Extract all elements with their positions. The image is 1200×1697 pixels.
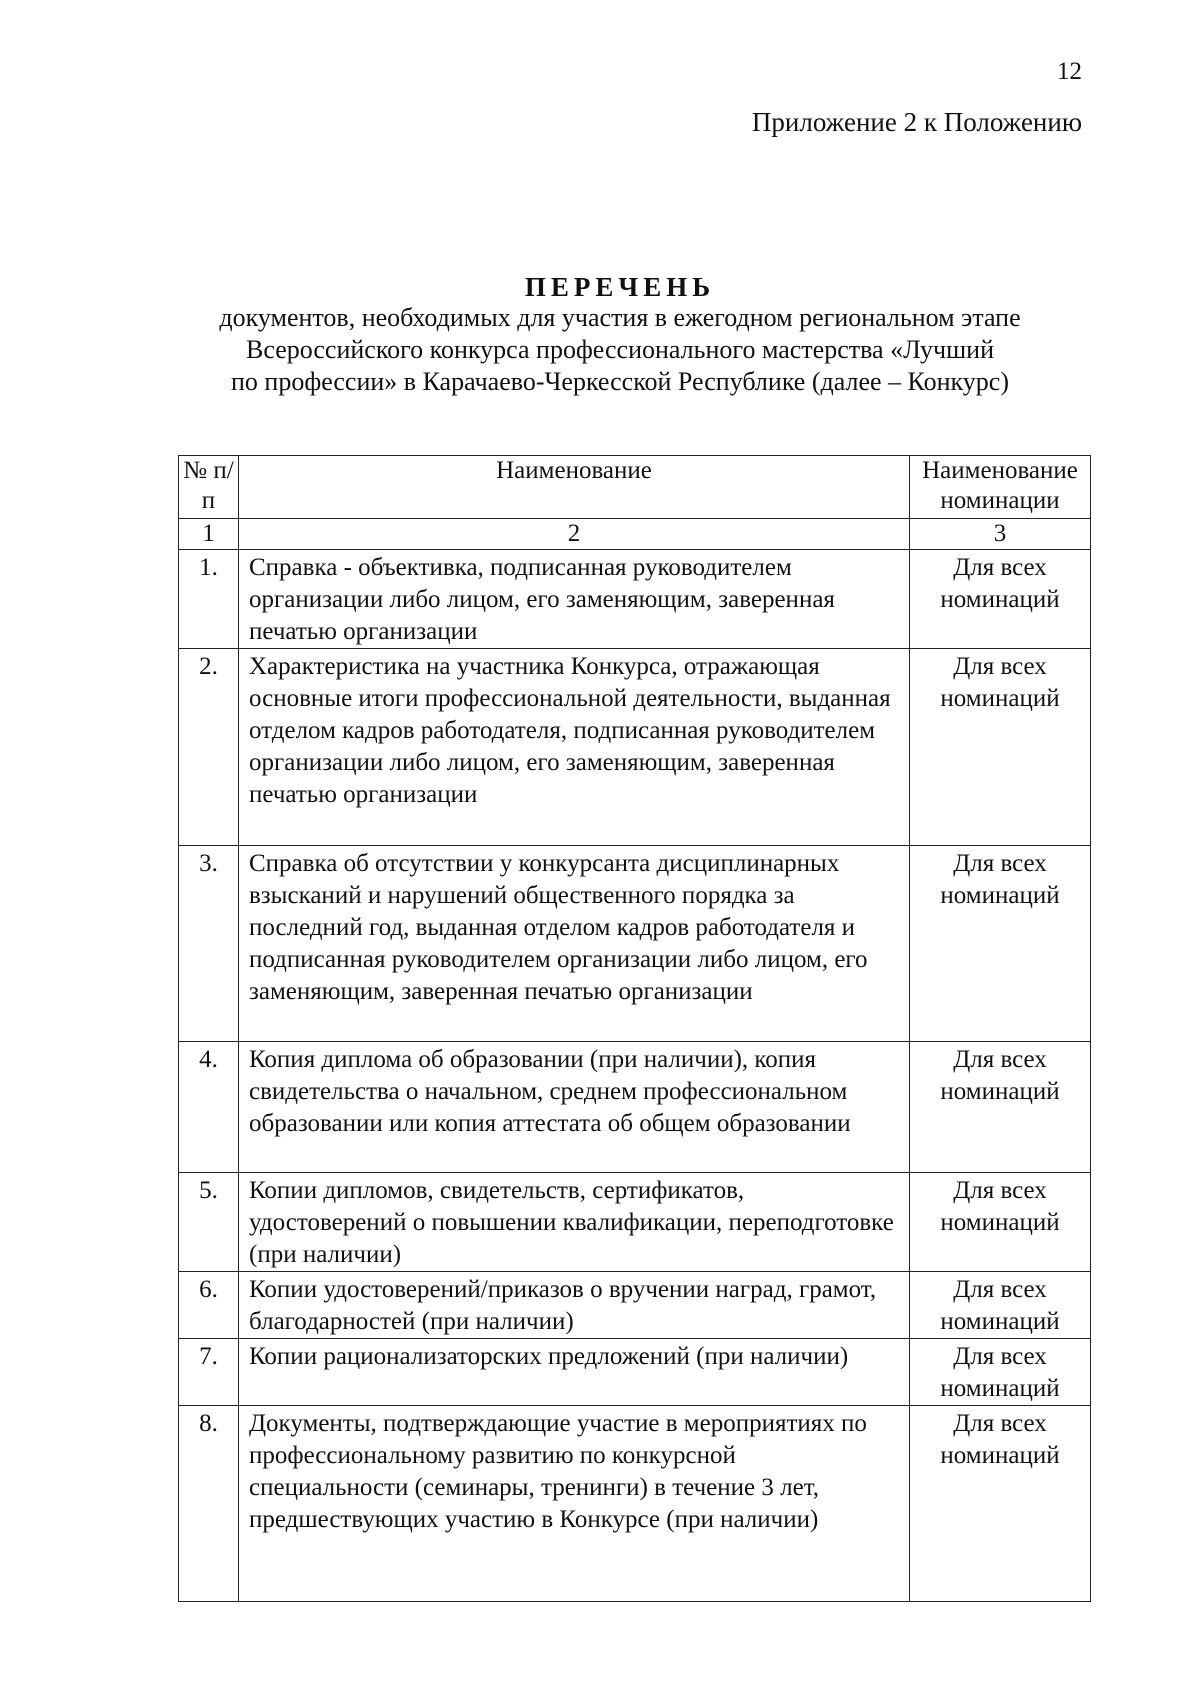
nomination-line: номинаций [940, 1308, 1060, 1335]
row-number: 1. [179, 550, 239, 649]
nomination-line: Для всех [953, 1276, 1047, 1303]
header-name: Наименование [239, 456, 910, 519]
column-number: 2 [239, 519, 910, 550]
nomination-line: номинаций [940, 882, 1060, 909]
documents-table [178, 455, 1091, 1602]
nomination-line: номинаций [940, 586, 1060, 613]
document-name: Характеристика на участника Конкурса, отражающая основные итоги профессиональной деятельности, выданная отделом кадров работодателя, подписанная руководителем организации либо лицом, его заменяющим, заверенная печатью организации [239, 649, 910, 846]
nomination [910, 649, 1091, 846]
table-row [179, 846, 1091, 1042]
document-name: Копии дипломов, свидетельств, сертификатов, удостоверений о повышении квалификации, переподготовке (при наличии) [239, 1173, 910, 1272]
table-row [179, 649, 1091, 846]
nomination [910, 1042, 1091, 1173]
title-block [150, 272, 1090, 398]
document-name: Справка об отсутствии у конкурсанта дисциплинарных взысканий и нарушений общественного порядка за последний год, выданная отделом кадров работодателя и подписанная руководителем организации либо лицом, его заменяющим, заверенная печатью организации [239, 846, 910, 1042]
header-nomination: Наименование номинации [910, 456, 1091, 519]
table-row [179, 1042, 1091, 1173]
subtitle-line: по профессии» в Карачаево-Черкесской Республике (далее – Конкурс) [231, 367, 1009, 396]
nomination [910, 1339, 1091, 1406]
row-number: 6. [179, 1272, 239, 1339]
document-name: Копии рационализаторских предложений (при наличии) [239, 1339, 910, 1406]
nomination-line: Для всех [953, 1343, 1047, 1370]
nomination-line: номинаций [940, 1078, 1060, 1105]
column-number-row [179, 519, 1091, 550]
table-row [179, 1406, 1091, 1602]
table-row [179, 1272, 1091, 1339]
row-number: 2. [179, 649, 239, 846]
document-name: Справка - объективка, подписанная руководителем организации либо лицом, его заменяющим, заверенная печатью организации [239, 550, 910, 649]
row-number: 7. [179, 1339, 239, 1406]
subtitle-line: документов, необходимых для участия в ежегодном региональном этапе [219, 303, 1021, 332]
nomination-line: Для всех [953, 1046, 1047, 1073]
nomination [910, 846, 1091, 1042]
document-name: Документы, подтверждающие участие в мероприятиях по профессиональному развитию по конкурсной специальности (семинары, тренинги) в течение 3 лет, предшествующих участию в Конкурсе (при наличии) [239, 1406, 910, 1602]
nomination-line: Для всех [953, 1410, 1047, 1437]
nomination [910, 1173, 1091, 1272]
nomination-line: номинаций [940, 1209, 1060, 1236]
document-name: Копии удостоверений/приказов о вручении наград, грамот, благодарностей (при наличии) [239, 1272, 910, 1339]
document-name: Копия диплома об образовании (при наличии), копия свидетельства о начальном, среднем профессиональном образовании или копия аттестата об общем образовании [239, 1042, 910, 1173]
header-num: № п/п [179, 456, 239, 519]
nomination-line: Для всех [953, 850, 1047, 877]
table-header-row [179, 456, 1091, 519]
table-row [179, 1173, 1091, 1272]
row-number: 3. [179, 846, 239, 1042]
appendix-note: Приложение 2 к Положению [751, 107, 1082, 137]
table-row [179, 550, 1091, 649]
page-number: 12 [1057, 58, 1082, 85]
nomination-line: Для всех [953, 554, 1047, 581]
nomination [910, 550, 1091, 649]
row-number: 4. [179, 1042, 239, 1173]
nomination-line: Для всех [953, 653, 1047, 680]
row-number: 8. [179, 1406, 239, 1602]
row-number: 5. [179, 1173, 239, 1272]
nomination-line: номинаций [940, 685, 1060, 712]
document-title: ПЕРЕЧЕНЬ [524, 272, 716, 302]
table-row [179, 1339, 1091, 1406]
subtitle-line: Всероссийского конкурса профессионального мастерства «Лучший [246, 335, 994, 364]
nomination-line: номинаций [940, 1375, 1060, 1402]
nomination-line: номинаций [940, 1442, 1060, 1469]
nomination [910, 1272, 1091, 1339]
nomination [910, 1406, 1091, 1602]
column-number: 1 [179, 519, 239, 550]
nomination-line: Для всех [953, 1177, 1047, 1204]
column-number: 3 [910, 519, 1091, 550]
document-subtitle [150, 302, 1090, 398]
